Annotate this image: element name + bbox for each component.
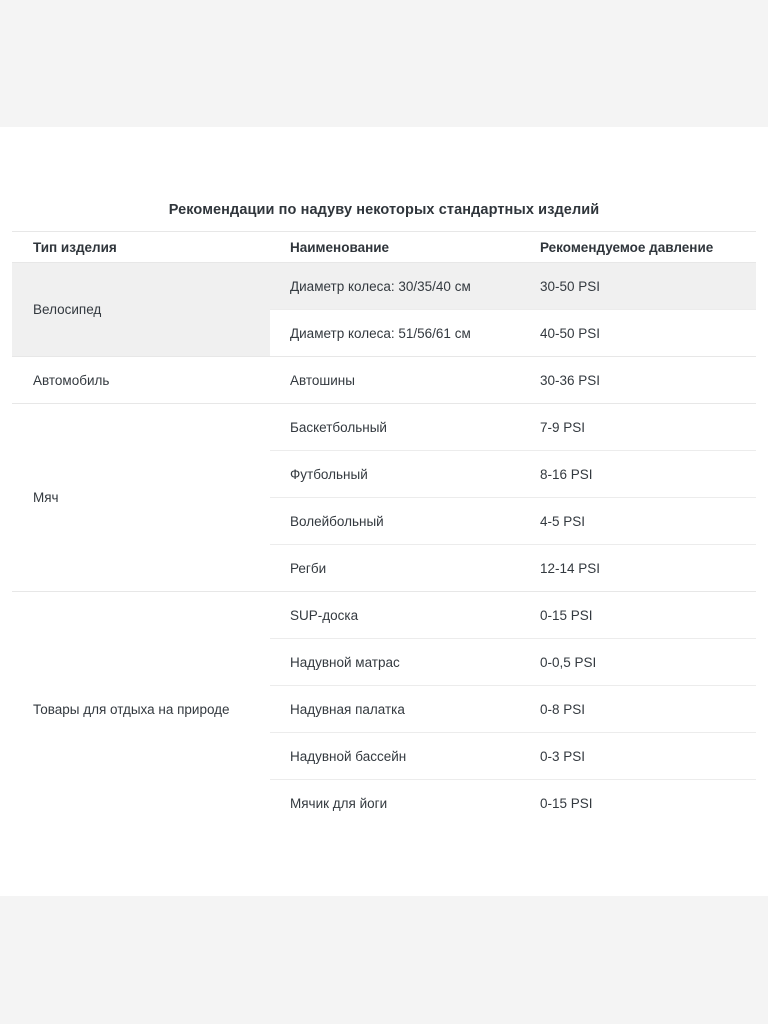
table-row [12,357,756,404]
pressure-cell: 0-3 PSI [520,733,756,780]
name-cell: Регби [270,545,520,592]
name-cell: Баскетбольный [270,404,520,451]
col-header-pressure: Рекомендуемое давление [520,232,756,263]
pressure-cell: 0-0,5 PSI [520,639,756,686]
name-cell: Надувная палатка [270,686,520,733]
pressure-cell: 0-15 PSI [520,780,756,827]
table-row [12,404,756,451]
name-cell: Надувной матрас [270,639,520,686]
pressure-cell: 12-14 PSI [520,545,756,592]
pressure-cell: 0-8 PSI [520,686,756,733]
name-cell: Надувной бассейн [270,733,520,780]
pressure-cell: 40-50 PSI [520,310,756,357]
page-title: Рекомендации по надуву некоторых стандартных изделий [168,202,600,218]
pressure-table [12,231,756,827]
table-row [12,592,756,639]
type-cell: Автомобиль [12,357,270,404]
header-row [12,232,756,263]
name-cell: Диаметр колеса: 30/35/40 см [270,263,520,310]
type-cell: Товары для отдыха на природе [12,592,270,827]
col-header-name: Наименование [270,232,520,263]
pressure-cell: 30-36 PSI [520,357,756,404]
pressure-cell: 7-9 PSI [520,404,756,451]
pressure-cell: 4-5 PSI [520,498,756,545]
name-cell: Волейбольный [270,498,520,545]
name-cell: SUP-доска [270,592,520,639]
name-cell: Футбольный [270,451,520,498]
type-cell: Велосипед [12,263,270,357]
col-header-type: Тип изделия [12,232,270,263]
type-cell: Мяч [12,404,270,592]
pressure-cell: 30-50 PSI [520,263,756,310]
name-cell: Диаметр колеса: 51/56/61 см [270,310,520,357]
pressure-cell: 0-15 PSI [520,592,756,639]
name-cell: Мячик для йоги [270,780,520,827]
name-cell: Автошины [270,357,520,404]
table-row [12,263,756,310]
content-area [0,127,768,896]
pressure-cell: 8-16 PSI [520,451,756,498]
